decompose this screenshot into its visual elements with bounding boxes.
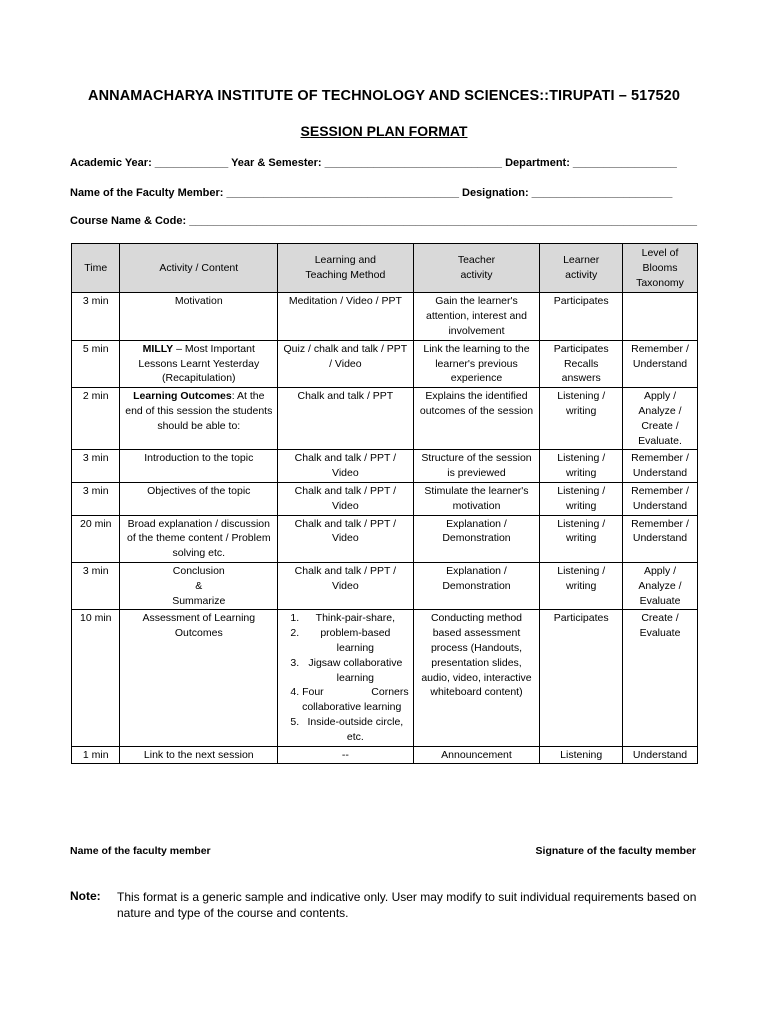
institute-title: ANNAMACHARYA INSTITUTE OF TECHNOLOGY AND SCIENCES::TIRUPATI – 517520 — [88, 88, 680, 104]
cell-method: -- — [278, 746, 414, 764]
cell-learner: Participates — [540, 610, 623, 746]
cell-method: Chalk and talk / PPT / Video — [278, 515, 414, 562]
faculty-name-label: Name of the faculty member — [70, 845, 211, 857]
faculty-name-line: Name of the Faculty Member: ______________________________________ Designation: _______________________ — [70, 187, 673, 199]
cell-activity: Introduction to the topic — [120, 450, 278, 483]
cell-time: 3 min — [72, 482, 120, 515]
cell-time: 2 min — [72, 388, 120, 450]
cell-bloom: Apply / Analyze / Create / Evaluate. — [623, 388, 698, 450]
cell-activity: Motivation — [120, 293, 278, 340]
cell-activity: Broad explanation / discussion of the theme content / Problem solving etc. — [120, 515, 278, 562]
cell-teacher: Explains the identified outcomes of the session — [413, 388, 540, 450]
cell-learner: Listening / writing — [540, 515, 623, 562]
course-name-line: Course Name & Code: ___________________________________________________________________________________ — [70, 215, 697, 227]
cell-time: 3 min — [72, 562, 120, 609]
session-plan-table — [71, 243, 698, 764]
cell-time: 1 min — [72, 746, 120, 764]
assessment-methods-list — [282, 611, 409, 744]
list-item: 3. Jigsaw collaborative learning — [302, 656, 409, 686]
table-row — [72, 388, 698, 450]
cell-teacher: Conducting method based assessment process (Handouts, presentation slides, audio, video, interactive whiteboard content) — [413, 610, 540, 746]
cell-method: Chalk and talk / PPT / Video — [278, 450, 414, 483]
cell-method: Chalk and talk / PPT — [278, 388, 414, 450]
cell-time: 5 min — [72, 340, 120, 387]
table-row — [72, 293, 698, 340]
header-teacher: Teacher activity — [413, 244, 540, 293]
cell-bloom: Understand — [623, 746, 698, 764]
cell-learner: Listening / writing — [540, 482, 623, 515]
cell-learner: Participates Recalls answers — [540, 340, 623, 387]
cell-teacher: Announcement — [413, 746, 540, 764]
cell-method: Quiz / chalk and talk / PPT / Video — [278, 340, 414, 387]
cell-activity: Assessment of Learning Outcomes — [120, 610, 278, 746]
cell-time: 20 min — [72, 515, 120, 562]
faculty-signature-label: Signature of the faculty member — [535, 845, 696, 857]
cell-bloom: Remember / Understand — [623, 515, 698, 562]
cell-time: 3 min — [72, 450, 120, 483]
cell-time: 10 min — [72, 610, 120, 746]
note-text: This format is a generic sample and indicative only. User may modify to suit individual requirements based on nature and type of the course and contents. — [117, 890, 697, 920]
cell-learner: Listening / writing — [540, 562, 623, 609]
cell-teacher: Explanation / Demonstration — [413, 562, 540, 609]
cell-bloom — [623, 293, 698, 340]
list-item: 2. problem-based learning — [302, 626, 409, 656]
cell-activity: Conclusion & Summarize — [120, 562, 278, 609]
cell-method: Chalk and talk / PPT / Video — [278, 562, 414, 609]
cell-bloom: Remember / Understand — [623, 450, 698, 483]
table-row — [72, 746, 698, 764]
cell-bloom: Remember / Understand — [623, 340, 698, 387]
list-item: 5. Inside-outside circle, etc. — [302, 715, 409, 745]
header-learner: Learner activity — [540, 244, 623, 293]
cell-activity: Learning Outcomes: At the end of this session the students should be able to: — [120, 388, 278, 450]
cell-bloom: Apply / Analyze / Evaluate — [623, 562, 698, 609]
page-title: SESSION PLAN FORMAT — [300, 123, 468, 139]
cell-teacher: Gain the learner's attention, interest and involvement — [413, 293, 540, 340]
cell-teacher: Stimulate the learner's motivation — [413, 482, 540, 515]
header-method: Learning and Teaching Method — [278, 244, 414, 293]
table-header-row — [72, 244, 698, 293]
table-row — [72, 482, 698, 515]
table-row — [72, 340, 698, 387]
cell-learner: Listening / writing — [540, 388, 623, 450]
cell-activity: Objectives of the topic — [120, 482, 278, 515]
table-row — [72, 562, 698, 609]
cell-activity: Link to the next session — [120, 746, 278, 764]
cell-bloom: Create / Evaluate — [623, 610, 698, 746]
header-bloom: Level of Blooms Taxonomy — [623, 244, 698, 293]
academic-year-line: Academic Year: ____________ Year & Semester: _____________________________ Department: _________________ — [70, 157, 677, 169]
cell-teacher: Structure of the session is previewed — [413, 450, 540, 483]
cell-method: Chalk and talk / PPT / Video — [278, 482, 414, 515]
table-row — [72, 515, 698, 562]
list-item: 4. Four Corners collaborative learning — [302, 685, 409, 715]
table-row — [72, 450, 698, 483]
cell-learner: Listening — [540, 746, 623, 764]
list-item: 1. Think-pair-share, — [302, 611, 409, 626]
cell-learner: Participates — [540, 293, 623, 340]
cell-teacher: Explanation / Demonstration — [413, 515, 540, 562]
header-activity: Activity / Content — [120, 244, 278, 293]
cell-method — [278, 610, 414, 746]
cell-activity: MILLY – Most Important Lessons Learnt Yesterday (Recapitulation) — [120, 340, 278, 387]
cell-method: Meditation / Video / PPT — [278, 293, 414, 340]
cell-bloom: Remember / Understand — [623, 482, 698, 515]
note-label: Note: — [70, 889, 101, 903]
cell-learner: Listening / writing — [540, 450, 623, 483]
table-row — [72, 610, 698, 746]
cell-teacher: Link the learning to the learner's previous experience — [413, 340, 540, 387]
cell-time: 3 min — [72, 293, 120, 340]
header-time: Time — [72, 244, 120, 293]
